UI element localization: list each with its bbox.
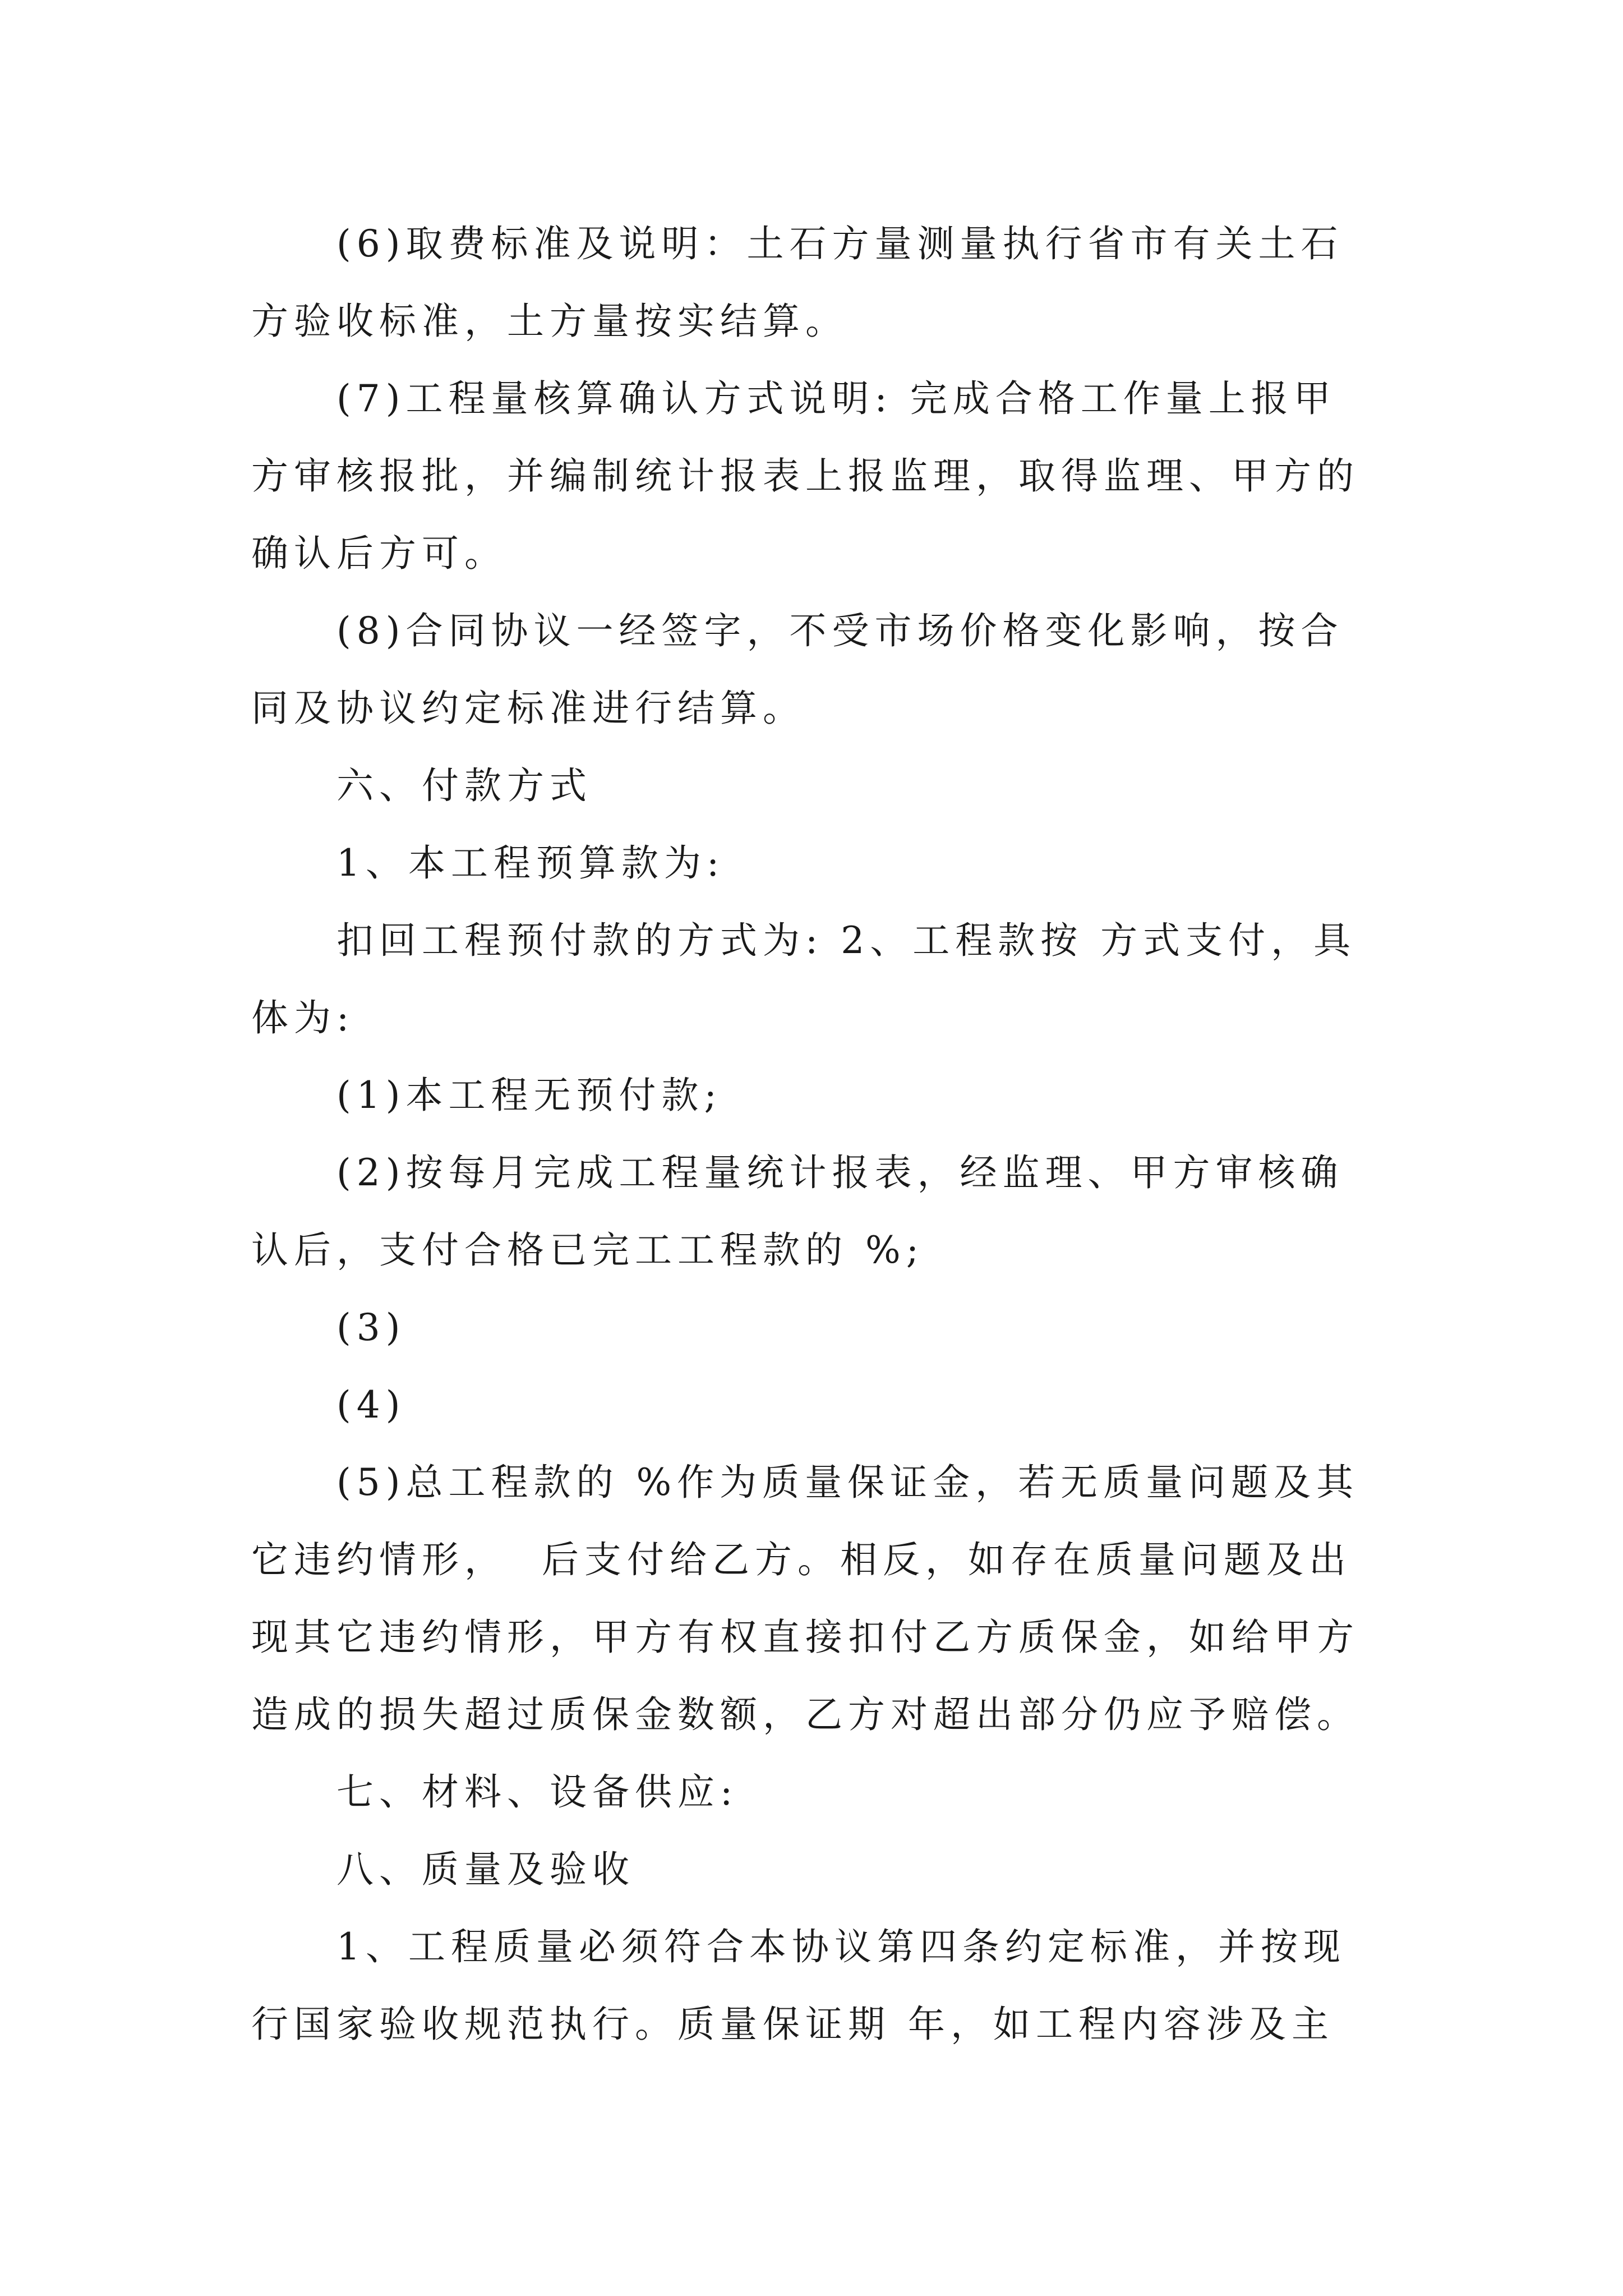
payment-sub-5-cont-1: 它违约情形， 后支付给乙方。相反，如存在质量问题及出 [251,1538,1352,1581]
payment-sub-5: (5)总工程款的 %作为质量保证金，若无质量问题及其 [336,1461,1359,1504]
clause-6-fee-standard: (6)取费标准及说明：土石方量测量执行省市有关土石 [336,222,1344,265]
clause-7-quantity-confirmation: (7)工程量核算确认方式说明: 完成合格工作量上报甲 [336,377,1336,420]
quality-item-1-cont: 行国家验收规范执行。质量保证期 年，如工程内容涉及主 [251,2003,1334,2046]
payment-item-1: 1、本工程预算款为: [336,841,725,885]
section-8-heading: 八、质量及验收 [336,1848,635,1891]
payment-sub-2-cont: 认后，支付合格已完工工程款的 %; [251,1228,924,1272]
payment-sub-5-cont-2: 现其它违约情形，甲方有权直接扣付乙方质保金，如给甲方 [251,1616,1359,1659]
section-6-heading: 六、付款方式 [336,764,592,807]
clause-8-contract-signing: (8)合同协议一经签字，不受市场价格变化影响，按合 [336,609,1344,652]
clause-6-fee-standard-cont: 方验收标准，土方量按实结算。 [251,300,848,343]
payment-sub-5-cont-3: 造成的损失超过质保金数额，乙方对超出部分仍应予赔偿。 [251,1693,1359,1736]
clause-7-quantity-confirmation-cont-2: 确认后方可。 [251,532,507,575]
payment-sub-4: (4) [336,1383,406,1427]
quality-item-1: 1、工程质量必须符合本协议第四条约定标准，并按现 [336,1925,1346,1968]
payment-sub-3: (3) [336,1306,406,1349]
payment-item-2: 扣回工程预付款的方式为: 2、工程款按 方式支付，具 [336,919,1357,962]
clause-8-contract-signing-cont: 同及协议约定标准进行结算。 [251,687,805,730]
section-7-heading: 七、材料、设备供应: [336,1770,739,1814]
clause-7-quantity-confirmation-cont-1: 方审核报批，并编制统计报表上报监理，取得监理、甲方的 [251,454,1359,498]
payment-sub-2: (2)按每月完成工程量统计报表，经监理、甲方审核确 [336,1151,1344,1194]
payment-sub-1: (1)本工程无预付款; [336,1074,722,1117]
payment-item-2-cont: 体为: [251,996,355,1039]
